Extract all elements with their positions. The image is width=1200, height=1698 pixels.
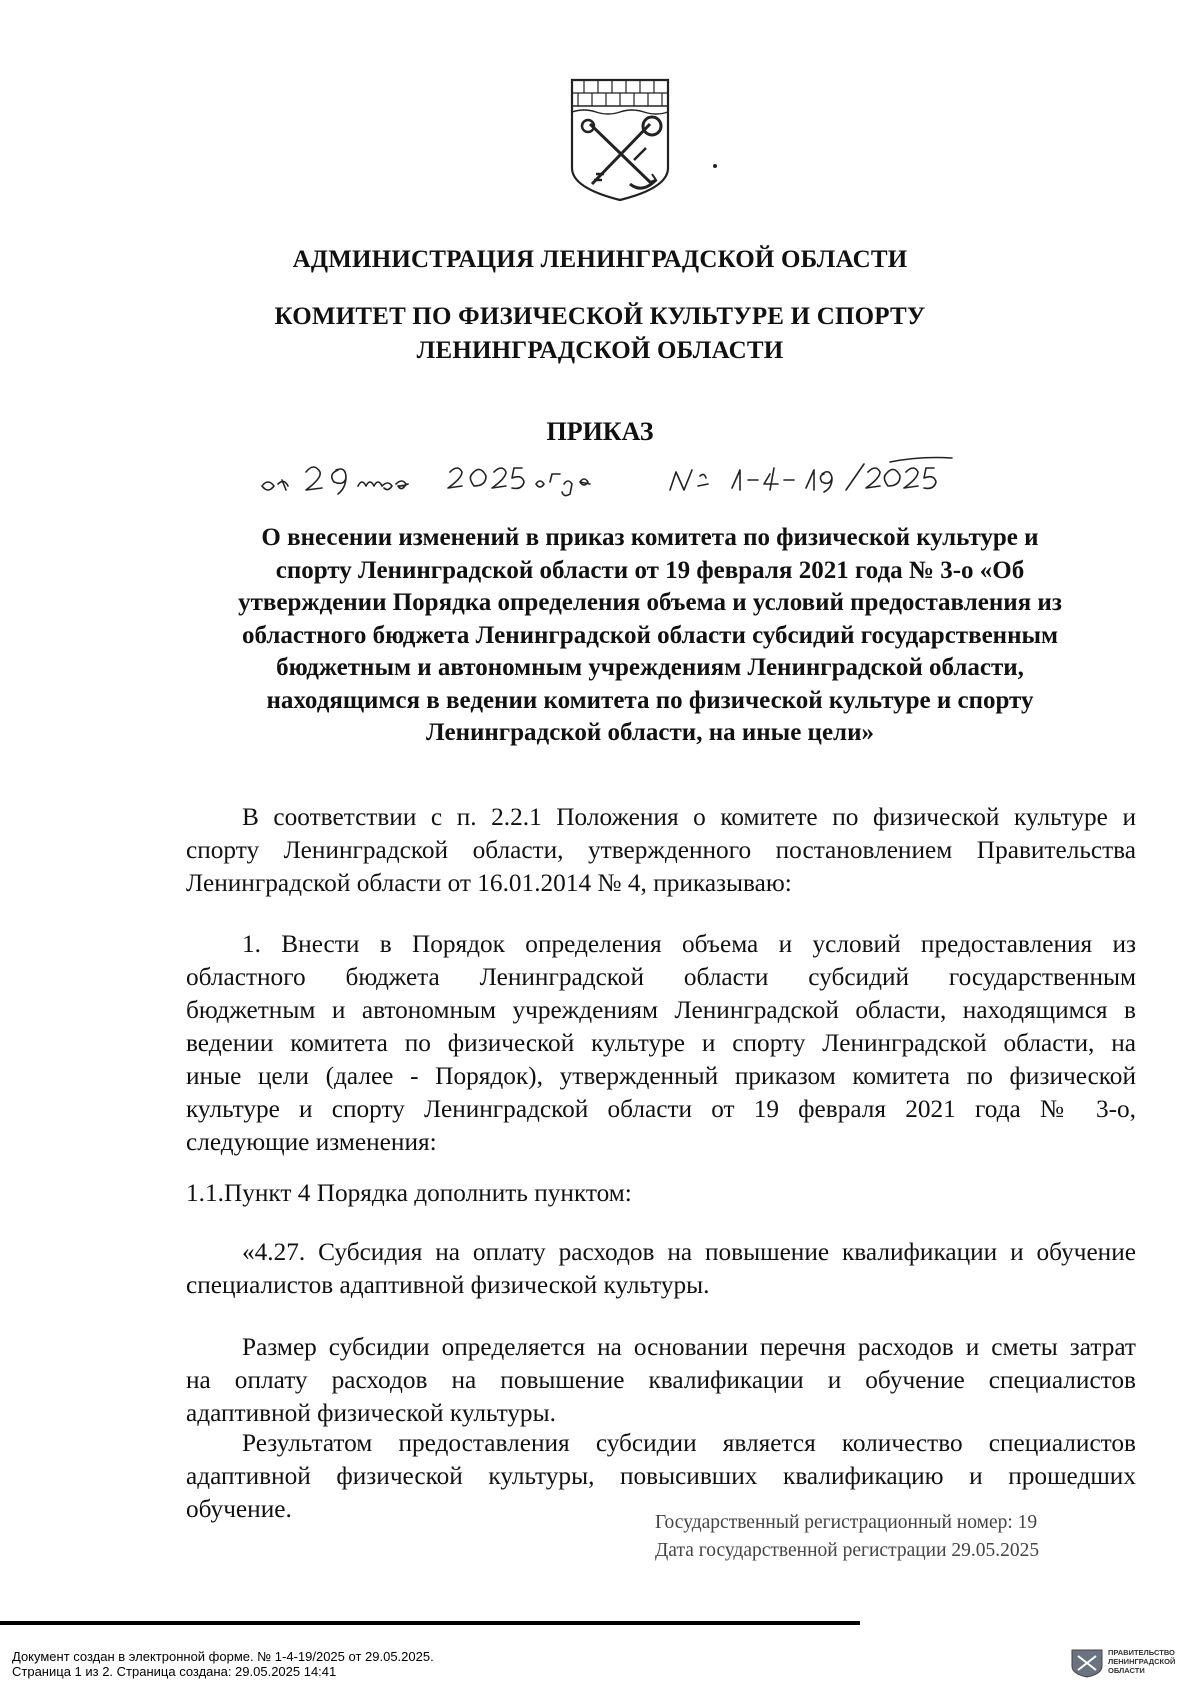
text-line: адаптивной физической культуры, повысивших квалификацию и прошедших	[186, 1462, 1136, 1490]
gov-text-line: ОБЛАСТИ	[1108, 1666, 1145, 1675]
footer-line-1: Документ создан в электронной форме. № 1-4-19/2025 от 29.05.2025.	[12, 1649, 434, 1664]
footer-divider	[0, 1621, 860, 1625]
gov-text-line: ЛЕНИНГРАДСКОЙ	[1108, 1657, 1176, 1666]
text-line: обучение.	[186, 1495, 292, 1523]
handwritten-date-number	[250, 446, 970, 508]
subsidy-size-paragraph	[130, 1331, 1136, 1430]
subject-line: Ленинградской области, на иные цели»	[426, 719, 874, 746]
text-line: Ленинградской области от 16.01.2014 № 4, приказываю:	[186, 869, 792, 897]
subject-line: утверждении Порядка определения объема и условий предоставления из	[238, 589, 1062, 616]
subject-line: бюджетным и автономным учреждениям Ленинградской области,	[276, 654, 1024, 681]
text-line: спорту Ленинградской области, утвержденного постановлением Правительства	[186, 836, 1136, 864]
government-logo-icon	[1070, 1648, 1104, 1678]
text-line: областного бюджета Ленинградской области субсидий государственным	[186, 963, 1136, 991]
scan-dot	[713, 164, 717, 168]
order-item-1	[130, 928, 1136, 1159]
subject-line: О внесении изменений в приказ комитета по физической культуре и	[261, 524, 1039, 551]
organization-name: АДМИНИСТРАЦИЯ ЛЕНИНГРАДСКОЙ ОБЛАСТИ	[292, 246, 908, 273]
committee-name-line1: КОМИТЕТ ПО ФИЗИЧЕСКОЙ КУЛЬТУРЕ И СПОРТУ	[274, 303, 926, 330]
registration-stamp	[655, 1509, 1135, 1565]
subject-line: областного бюджета Ленинградской области субсидий государственным	[241, 621, 1059, 649]
text-line: ведении комитета по физической культуре и спорту Ленинградской области, на	[186, 1029, 1136, 1057]
text-line: «4.27. Субсидия на оплату расходов на повышение квалификации и обучение	[242, 1238, 1136, 1266]
committee-name	[0, 300, 1200, 368]
government-logo-text	[1108, 1648, 1175, 1675]
coat-of-arms-icon	[568, 76, 672, 204]
order-item-1-1: 1.1.Пункт 4 Порядка дополнить пунктом:	[186, 1179, 632, 1207]
footer-line-2: Страница 1 из 2. Страница создана: 29.05.2025 14:41	[12, 1664, 337, 1679]
text-line: адаптивной физической культуры.	[186, 1399, 556, 1427]
subject-line: спорту Ленинградской области от 19 февраля 2021 года № 3-о «Об	[275, 556, 1025, 584]
registration-number: Государственный регистрационный номер: 19	[655, 1512, 1038, 1533]
document-type: ПРИКАЗ	[546, 417, 654, 446]
clause-4-27	[130, 1236, 1136, 1302]
text-line: Размер субсидии определяется на основании перечня расходов и сметы затрат	[242, 1333, 1136, 1361]
text-line: 1. Внести в Порядок определения объема и условий предоставления из	[242, 930, 1136, 958]
text-line: Результатом предоставления субсидии является количество специалистов	[242, 1429, 1136, 1457]
text-line: В соответствии с п. 2.2.1 Положения о комитете по физической культуре и	[242, 803, 1136, 831]
subject-line: находящимся в ведении комитета по физической культуре и спорту	[266, 686, 1034, 714]
text-line: на оплату расходов на повышение квалификации и обучение специалистов	[186, 1366, 1136, 1394]
gov-text-line: ПРАВИТЕЛЬСТВО	[1108, 1648, 1175, 1657]
text-line: иные цели (далее - Порядок), утвержденный приказом комитета по физической	[186, 1062, 1136, 1090]
text-line: бюджетным и автономным учреждениям Ленинградской области, находящимся в	[186, 996, 1136, 1024]
text-line: культуре и спорту Ленинградской области от 19 февраля 2021 года № 3-о,	[186, 1095, 1136, 1123]
document-subject	[165, 522, 1135, 750]
text-line: следующие изменения:	[186, 1128, 437, 1156]
preamble-paragraph	[130, 801, 1136, 900]
electronic-document-footer	[12, 1649, 434, 1679]
text-line: специалистов адаптивной физической культуры.	[186, 1271, 710, 1299]
registration-date: Дата государственной регистрации 29.05.2025	[655, 1540, 1040, 1561]
committee-name-line2: ЛЕНИНГРАДСКОЙ ОБЛАСТИ	[416, 337, 784, 364]
